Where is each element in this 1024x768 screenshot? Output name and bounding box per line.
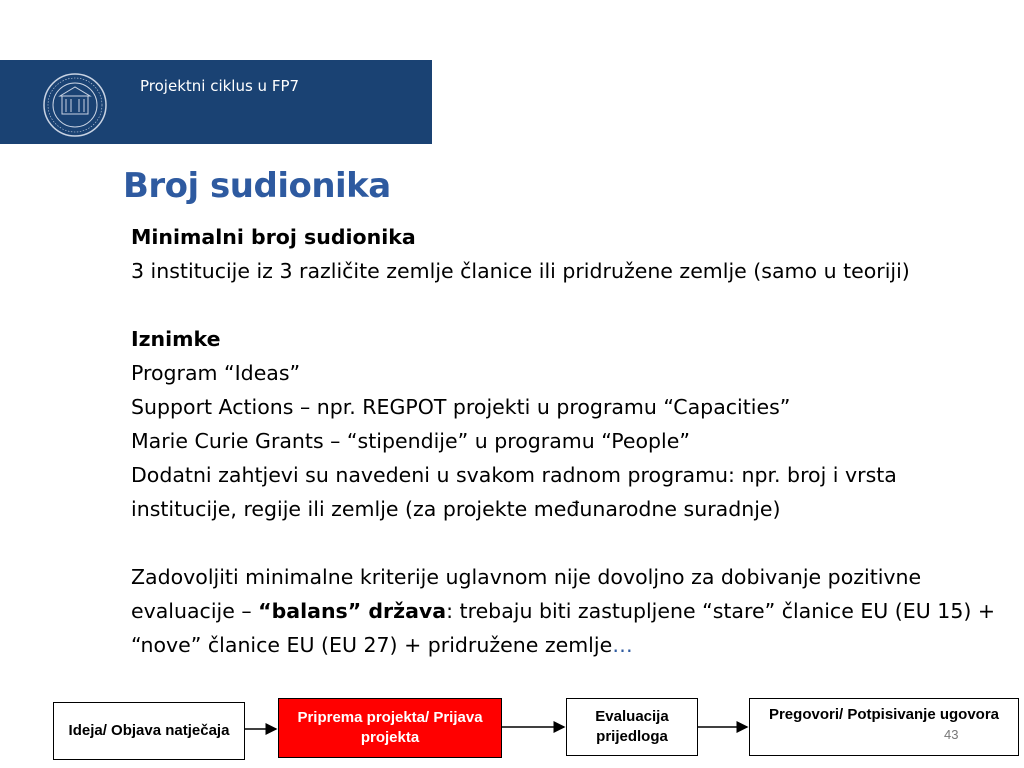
min-heading: Minimalni broj sudionika [131, 225, 416, 249]
balance-emphasis: “balans” država [258, 599, 447, 623]
exception-item: Support Actions – npr. REGPOT projekti u programu “Capacities” [131, 395, 791, 419]
flow-step-priprema: Priprema projekta/ Prijava projekta [278, 698, 502, 758]
exceptions-heading: Iznimke [131, 327, 221, 351]
exception-item: Marie Curie Grants – “stipendije” u programu “People” [131, 429, 690, 453]
min-text: 3 institucije iz 3 različite zemlje članice ili pridružene zemlje (samo u teoriji) [131, 259, 910, 283]
exception-item: Program “Ideas” [131, 361, 301, 385]
flow-step-pregovori: Pregovori/ Potpisivanje ugovora [749, 698, 1019, 756]
exception-item: Dodatni zahtjevi su navedeni u svakom radnom programu: npr. broj i vrsta institucije, regije ili zemlje (za projekte međunarodne suradnje) [131, 463, 897, 521]
slide-title: Broj sudionika [123, 166, 391, 206]
closing-paragraph: Zadovoljiti minimalne kriterije uglavnom nije dovoljno za dobivanje pozitivne evaluacije – “balans” država: trebaju biti zastupljene “stare” članice EU (EU 15) + “nove” članice EU (EU 27) + pridružene zemlje… [131, 565, 996, 657]
page-number: 43 [944, 727, 959, 742]
flow-step-evaluacija: Evaluacija prijedloga [566, 698, 698, 756]
header-title: Projektni ciklus u FP7 [140, 77, 300, 95]
flow-step-ideja: Ideja/ Objava natječaja [53, 702, 245, 760]
